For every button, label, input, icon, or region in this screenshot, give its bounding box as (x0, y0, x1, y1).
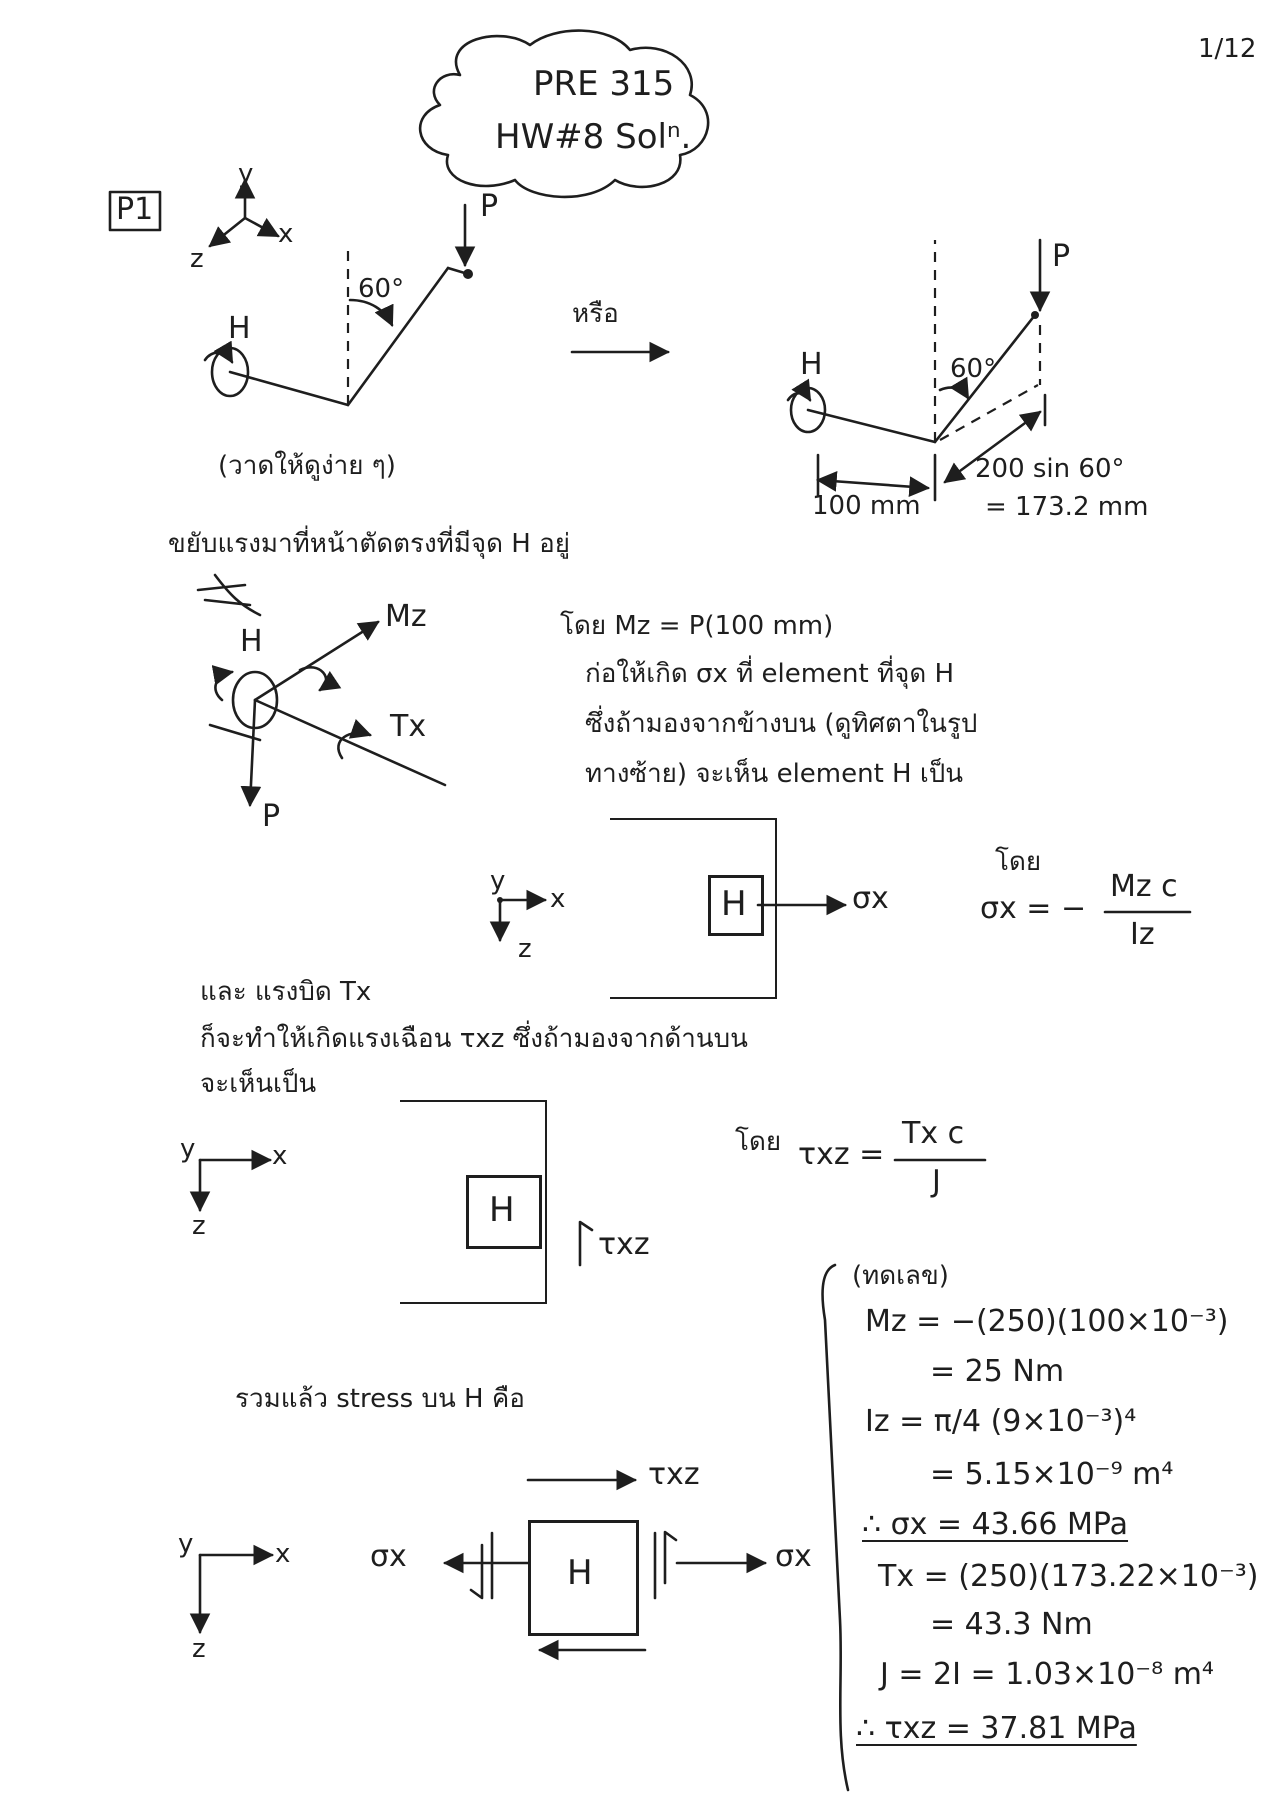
calc-line-5: ∴ σx = 43.66 MPa (862, 1507, 1129, 1542)
moment-line-1: โดย Mz = P(100 mm) (560, 611, 834, 641)
fig3-p-label: P (262, 799, 281, 834)
figure-1-bracket (205, 205, 473, 405)
header-cloud (420, 31, 708, 197)
element3-tau: τxz (648, 1457, 700, 1492)
element2-formula-prefix: โดย (735, 1127, 782, 1157)
axes-triad-3 (200, 1160, 270, 1210)
move-force-text: ขยับแรงมาที่หน้าตัดตรงที่มีจุด H อยู่ (168, 529, 570, 559)
torque-line-3: จะเห็นเป็น (200, 1069, 317, 1099)
fig2-dim-200-result: = 173.2 mm (985, 492, 1149, 522)
axis-x-label: x (278, 219, 294, 249)
summary-text: รวมแล้ว stress บน H คือ (235, 1384, 525, 1414)
transition-word: หรือ (572, 299, 619, 329)
axes4-y: y (178, 1529, 194, 1559)
element-h-3 (528, 1520, 639, 1636)
axes2-y: y (490, 866, 506, 896)
header-course: PRE 315 (533, 64, 675, 104)
calc-line-0: (ทดเลข) (852, 1261, 949, 1291)
fig1-point-label: H (228, 311, 251, 346)
element-h-1 (708, 875, 764, 936)
calc-line-1: Mz = −(250)(100×10⁻³) (865, 1304, 1229, 1339)
fig2-point-label: H (800, 347, 823, 382)
element1-formula-num: Mz c (1110, 869, 1178, 904)
page-number: 1/12 (1198, 34, 1257, 64)
calc-line-9: ∴ τxz = 37.81 MPa (856, 1711, 1137, 1746)
fig2-dim-200: 200 sin 60° (975, 454, 1125, 484)
element-h-3-label: H (567, 1553, 593, 1593)
problem-label: P1 (116, 192, 154, 227)
moment-line-3: ซึ่งถ้ามองจากข้างบน (ดูทิศตาในรูป (585, 709, 978, 739)
axis-y-label: y (238, 159, 254, 189)
axes2-x: x (550, 884, 566, 914)
calc-line-8: J = 2I = 1.03×10⁻⁸ m⁴ (880, 1657, 1214, 1692)
element-h-2-label: H (489, 1190, 515, 1230)
fig3-tx-label: Tx (390, 709, 427, 744)
element2-formula-num: Tx c (902, 1116, 965, 1151)
calc-line-4: = 5.15×10⁻⁹ m⁴ (930, 1457, 1174, 1492)
element-h-2 (466, 1175, 542, 1249)
tau-arrow-1 (580, 1222, 592, 1265)
moment-line-2: ก่อให้เกิด σx ที่ element ที่จุด H (585, 659, 955, 689)
element3-sigma-right: σx (775, 1539, 812, 1574)
calc-line-2: = 25 Nm (930, 1354, 1065, 1389)
torque-line-2: ก็จะทำให้เกิดแรงเฉือน τxz ซึ่งถ้ามองจากด้านบน (200, 1024, 748, 1054)
fig2-dim-100: 100 mm (812, 491, 921, 521)
axis-z-label: z (190, 244, 204, 274)
axes2-z: z (518, 934, 532, 964)
eye-icon (198, 575, 260, 615)
calc-line-7: = 43.3 Nm (930, 1607, 1093, 1642)
element1-sigma: σx (852, 881, 889, 916)
axes-triad-1 (210, 180, 278, 246)
fig1-load-label: P (480, 189, 499, 224)
element1-formula-lhs: σx = − (980, 891, 1087, 926)
header-title: HW#8 Solⁿ. (495, 117, 692, 157)
calc-brace (822, 1265, 848, 1790)
axes3-z: z (192, 1211, 206, 1241)
axes4-x: x (275, 1539, 291, 1569)
axes-triad-4 (200, 1555, 272, 1632)
fig3-h-label: H (240, 624, 263, 659)
fig2-angle-label: 60° (950, 354, 997, 384)
fig1-angle-label: 60° (358, 274, 405, 304)
element1-formula-prefix: โดย (995, 847, 1042, 877)
torque-line-1: และ แรงบิด Tx (200, 977, 372, 1007)
calc-line-6: Tx = (250)(173.22×10⁻³) (878, 1559, 1259, 1594)
moment-line-4: ทางซ้าย) จะเห็น element H เป็น (585, 759, 964, 789)
fig3-mz-label: Mz (385, 599, 427, 634)
element-h-1-label: H (721, 884, 747, 924)
fig2-load-label: P (1052, 239, 1071, 274)
element2-formula-den: J (932, 1164, 941, 1199)
axes4-z: z (192, 1634, 206, 1664)
calc-line-3: Iz = π/4 (9×10⁻³)⁴ (865, 1404, 1137, 1439)
element3-sigma-left: σx (370, 1539, 407, 1574)
element2-formula-lhs: τxz = (798, 1137, 885, 1172)
axes3-y: y (180, 1134, 196, 1164)
element2-tau: τxz (598, 1227, 650, 1262)
fig1-note: (วาดให้ดูง่าย ๆ) (218, 451, 396, 481)
axes3-x: x (272, 1141, 288, 1171)
element1-formula-den: Iz (1130, 917, 1155, 952)
